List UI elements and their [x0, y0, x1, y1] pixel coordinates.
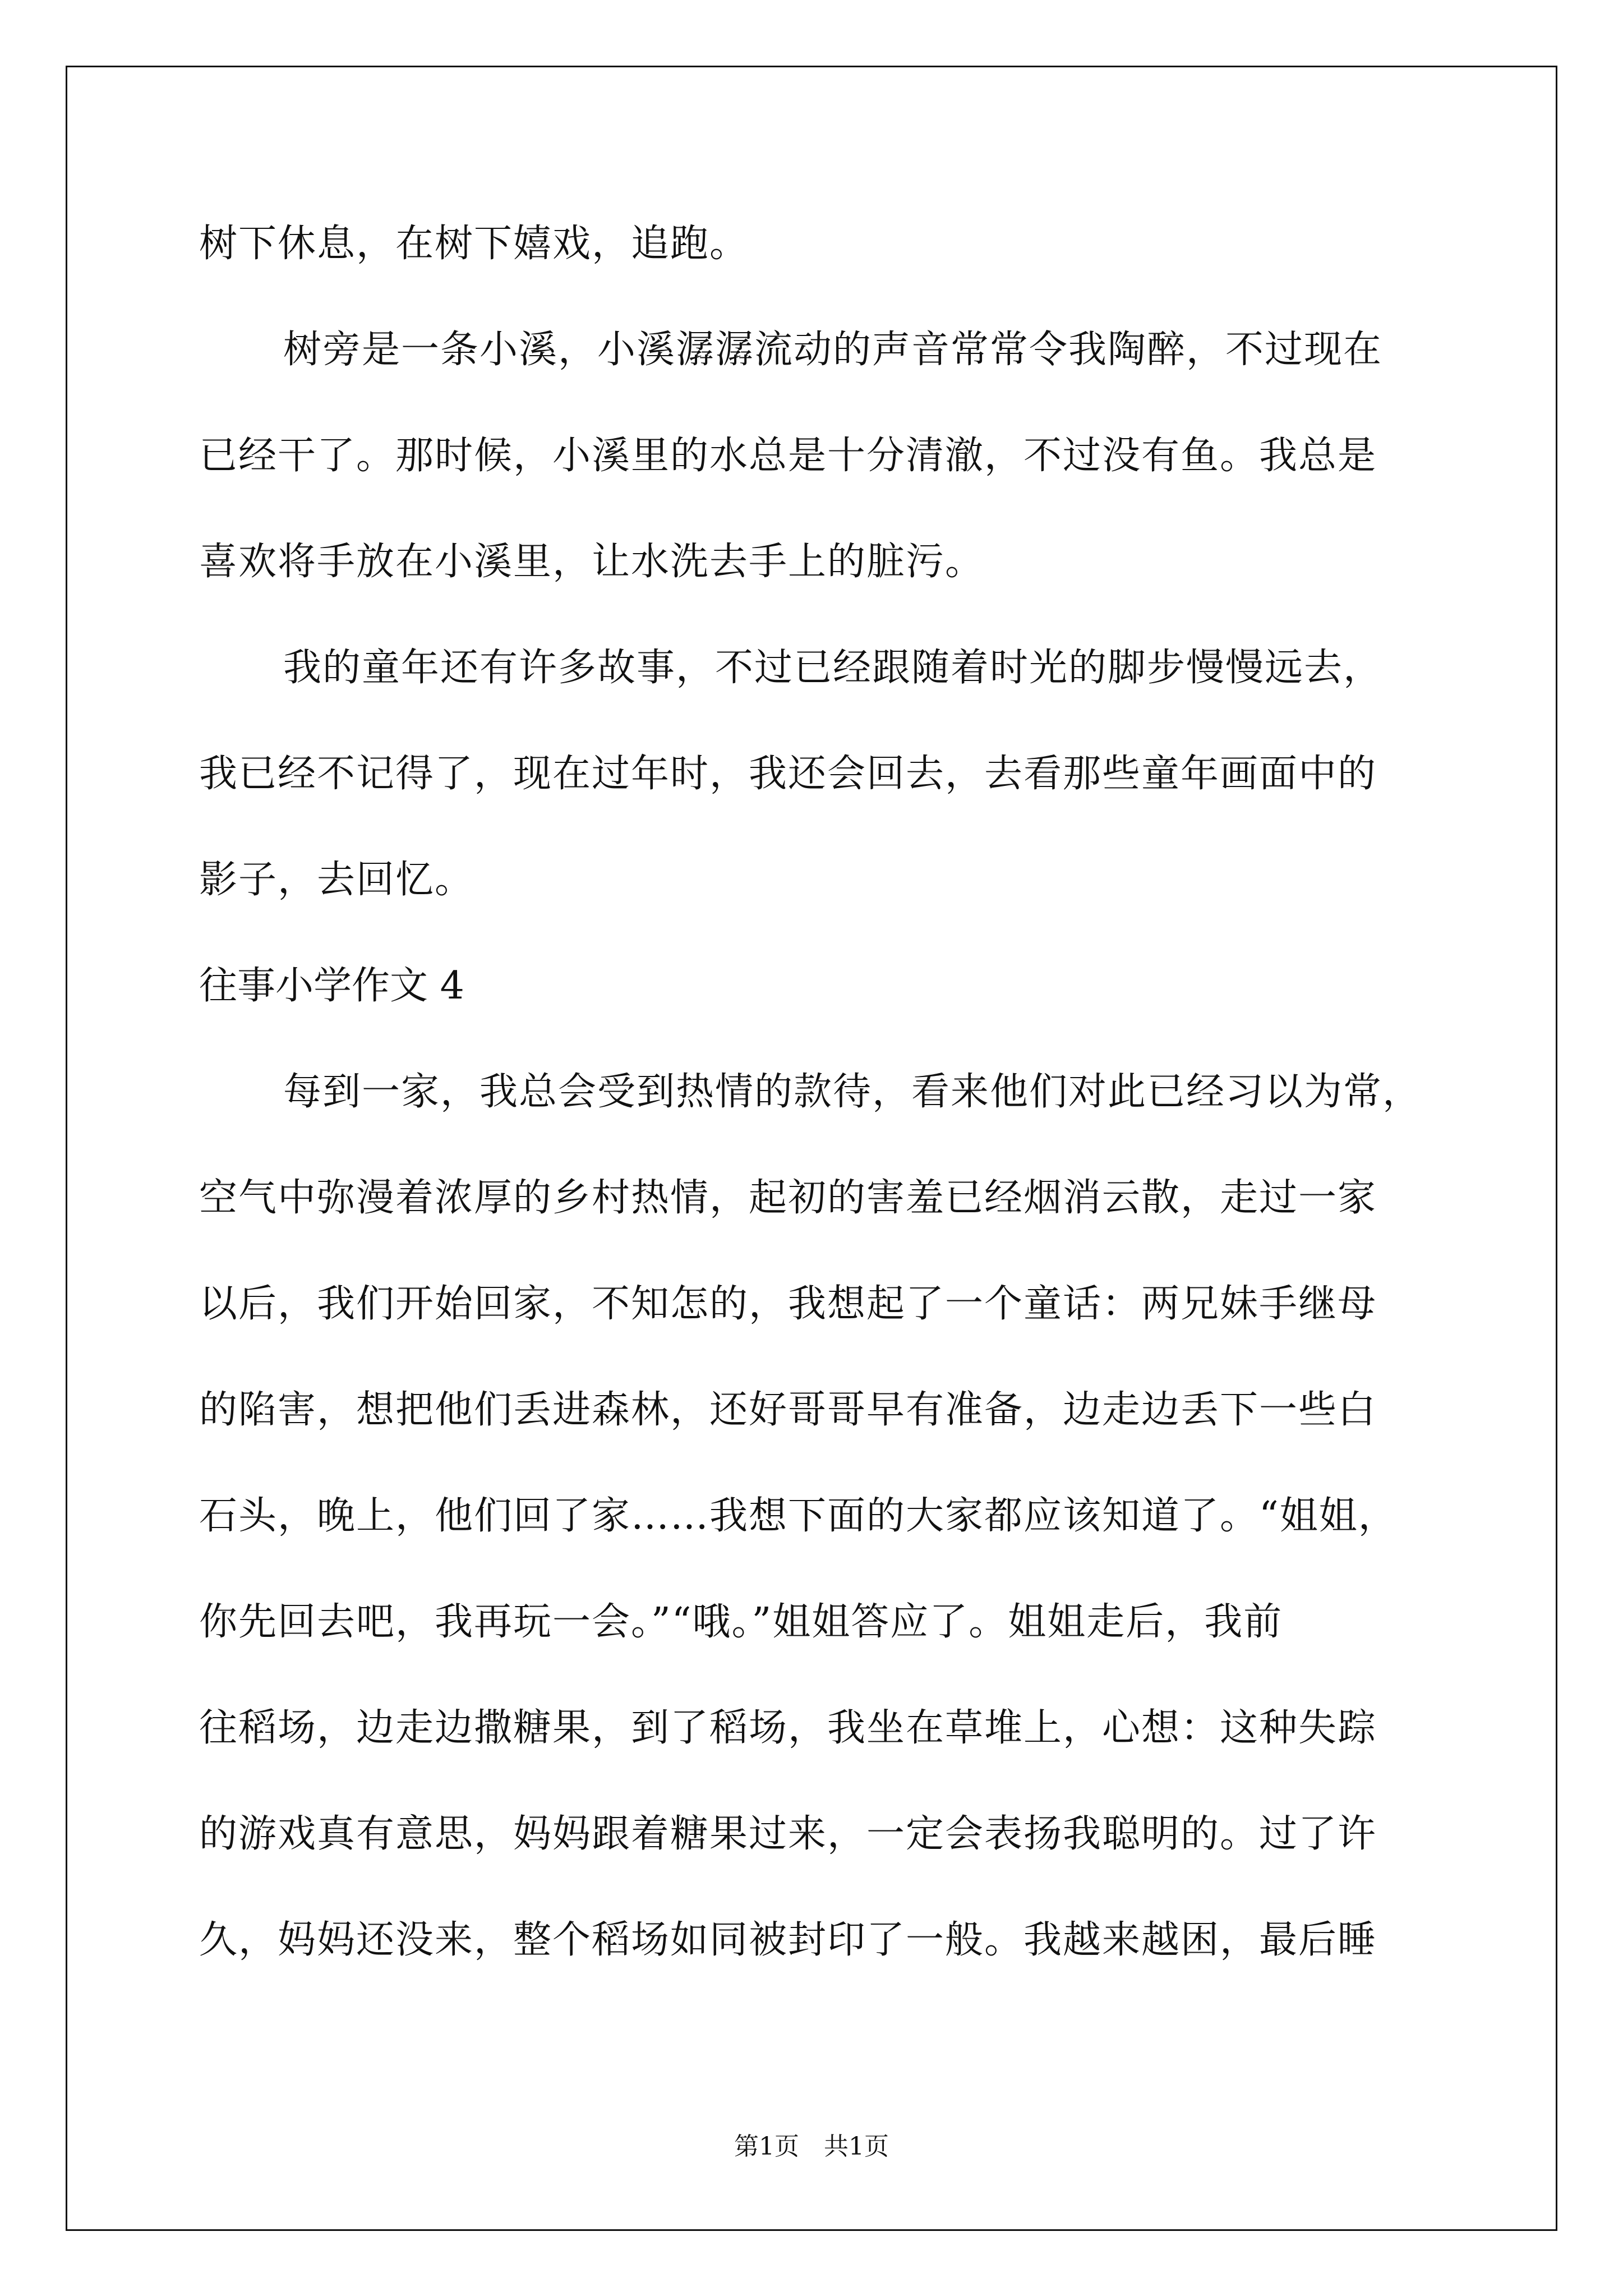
text-line-2: 树旁是一条小溪，小溪潺潺流动的声音常常令我陶醉，不过现在: [283, 328, 1383, 372]
text-line-15: 往稻场，边走边撒糖果，到了稻场，我坐在草堆上，心想：这种失踪: [199, 1706, 1377, 1750]
text-line-6: 我已经不记得了，现在过年时，我还会回去，去看那些童年画面中的: [199, 752, 1377, 796]
text-line-5: 我的童年还有许多故事，不过已经跟随着时光的脚步慢慢远去，: [283, 646, 1383, 690]
text-line-12: 的陷害，想把他们丢进森林，还好哥哥早有准备，边走边丢下一些白: [199, 1388, 1377, 1432]
text-line-1: 树下休息，在树下嬉戏，追跑。: [199, 222, 749, 266]
text-line-17: 久，妈妈还没来，整个稻场如同被封印了一般。我越来越困，最后睡: [199, 1918, 1377, 1962]
document-body: [199, 202, 1433, 2004]
section-heading: 往事小学作文 4: [199, 964, 464, 1008]
text-line-4: 喜欢将手放在小溪里，让水洗去手上的脏污。: [199, 540, 985, 584]
text-line-14: 你先回去吧，我再玩一会。”“哦。”姐姐答应了。姐姐走后，我前: [199, 1600, 1283, 1644]
text-line-7: 影子，去回忆。: [199, 858, 474, 902]
text-line-9: 每到一家，我总会受到热情的款待，看来他们对此已经习以为常，: [283, 1070, 1422, 1114]
page-footer: 第1页 共1页: [734, 2132, 889, 2161]
text-line-13: 石头，晚上，他们回了家……我想下面的大家都应该知道了。“姐姐，: [199, 1494, 1398, 1538]
text-line-16: 的游戏真有意思，妈妈跟着糖果过来，一定会表扬我聪明的。过了许: [199, 1812, 1377, 1856]
text-line-10: 空气中弥漫着浓厚的乡村热情，起初的害羞已经烟消云散，走过一家: [199, 1176, 1377, 1220]
text-line-11: 以后，我们开始回家，不知怎的，我想起了一个童话：两兄妹手继母: [199, 1282, 1377, 1326]
text-line-3: 已经干了。那时候，小溪里的水总是十分清澈，不过没有鱼。我总是: [199, 434, 1377, 478]
